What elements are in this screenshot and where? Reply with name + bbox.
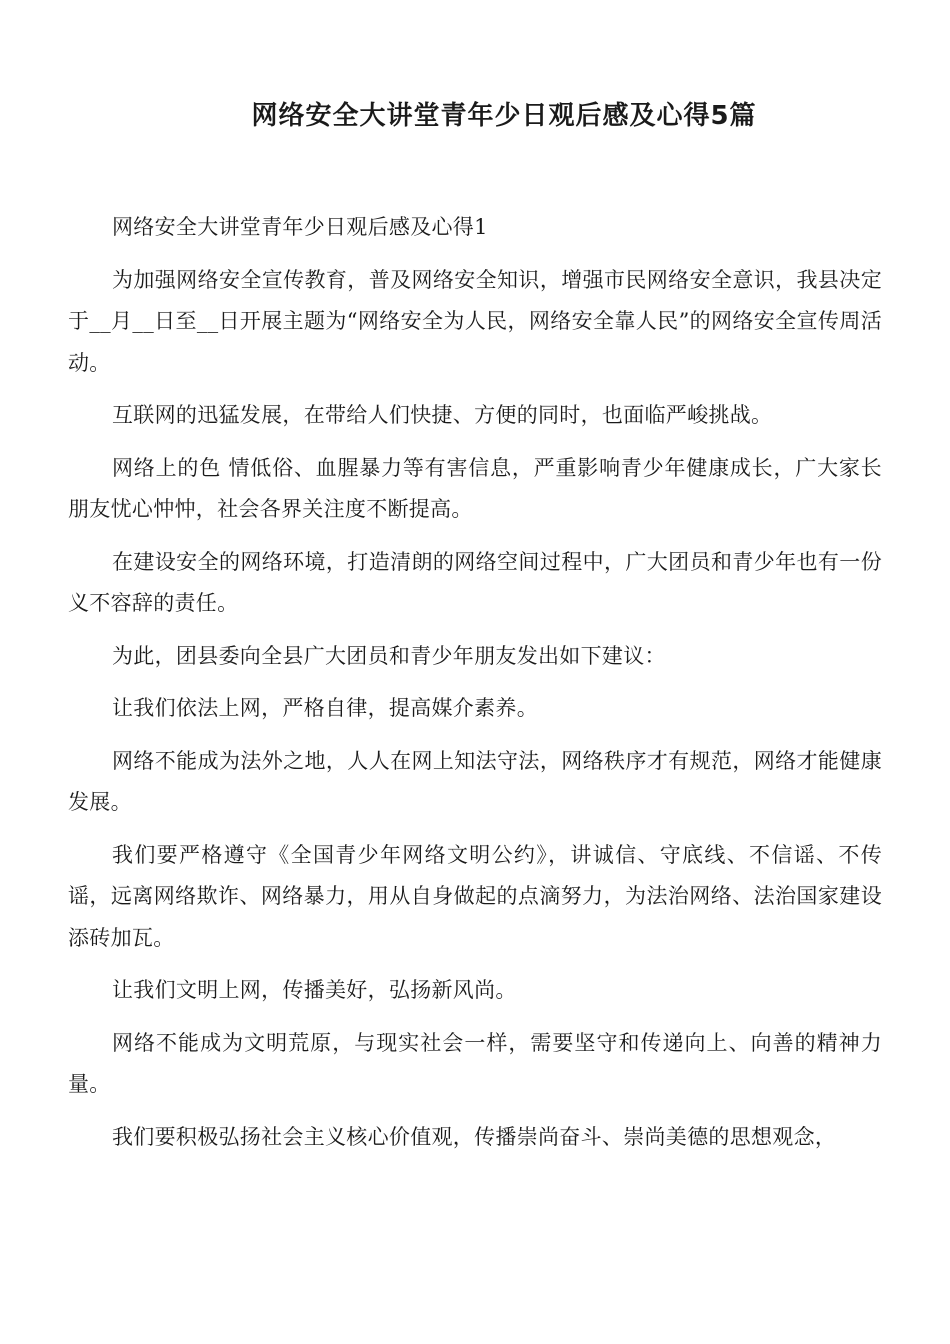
document-body	[68, 207, 882, 1169]
paragraph-section-heading: 网络安全大讲堂青年少日观后感及心得1	[112, 215, 488, 239]
paragraph: 让我们依法上网，严格自律，提高媒介素养。	[112, 696, 538, 720]
paragraph: 在建设安全的网络环境，打造清朗的网络空间过程中，广大团员和青少年也有一份义不容辞的责任。	[68, 549, 882, 615]
paragraph: 让我们文明上网，传播美好，弘扬新风尚。	[112, 978, 517, 1002]
paragraph: 我们要积极弘扬社会主义核心价值观，传播崇尚奋斗、崇尚美德的思想观念，	[112, 1124, 837, 1149]
document-title: 网络安全大讲堂青年少日观后感及心得5篇	[251, 101, 757, 131]
paragraph: 网络不能成为法外之地，人人在网上知法守法，网络秩序才有规范，网络才能健康发展。	[68, 748, 882, 814]
paragraph: 互联网的迅猛发展，在带给人们快捷、方便的同时，也面临严峻挑战。	[112, 403, 773, 427]
paragraph: 网络不能成为文明荒原，与现实社会一样，需要坚守和传递向上、向善的精神力量。	[68, 1030, 882, 1096]
paragraph: 我们要严格遵守《全国青少年网络文明公约》，讲诚信、守底线、不信谣、不传谣，远离网络欺诈、网络暴力，用从自身做起的点滴努力，为法治网络、法治国家建设添砖加瓦。	[68, 842, 882, 950]
paragraph: 为加强网络安全宣传教育，普及网络安全知识，增强市民网络安全意识，我县决定于__月__日至__日开展主题为“网络安全为人民，网络安全靠人民”的网络安全宣传周活动。	[68, 267, 882, 375]
paragraph: 网络上的色 情低俗、血腥暴力等有害信息，严重影响青少年健康成长，广大家长朋友忧心忡忡，社会各界关注度不断提高。	[68, 455, 882, 521]
paragraph: 为此，团县委向全县广大团员和青少年朋友发出如下建议：	[112, 643, 666, 668]
